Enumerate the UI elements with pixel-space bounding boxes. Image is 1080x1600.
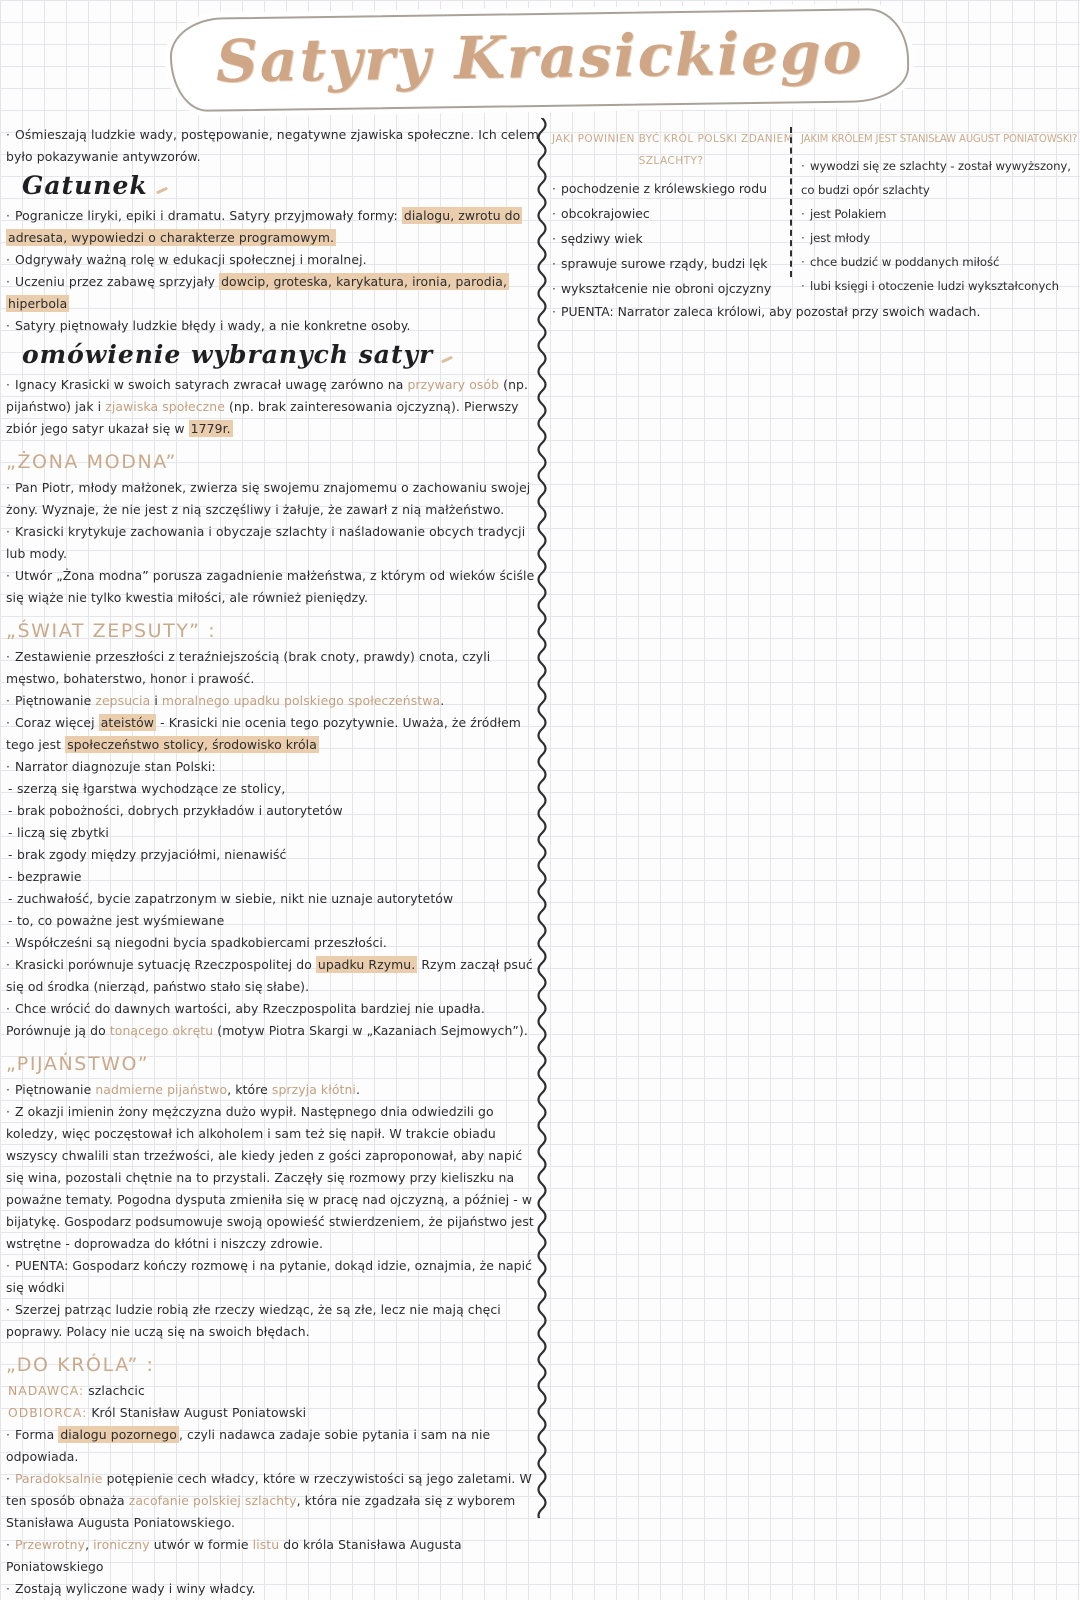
text-segment: Utwór „Żona modna” porusza zagadnienie małżeństwa, z którym od wieków ściśle się wiąże nie tylko kwestia miłości, ale również pieniędzy. [6,568,535,605]
note-line [6,249,542,271]
bullet-dot: · [6,1427,11,1442]
column-poniatowski-traits [801,128,1078,298]
column-a-title-line2: SZLACHTY? [638,155,704,167]
text-segment: szerzą się łgarstwa wychodzące ze stolicy, [17,781,286,796]
bullet-dot: · [6,1537,11,1552]
bullet-dot: · [6,1082,11,1097]
text-segment: Paradoksalnie [15,1471,103,1486]
text-segment: przywary osób [407,377,500,392]
bullet-dot: · [552,281,556,296]
bullet-dot: · [801,207,805,221]
text-segment: potępienie cech władcy, które w rzeczywistości są jego zaletami. W ten sposób obnaża [6,1471,532,1508]
text-segment: Ośmieszają ludzkie wady, postępowanie, negatywne zjawiska społeczne. Ich celem było pokazywanie antywzorów. [6,127,539,164]
page-title [140,2,940,118]
note-line [6,822,542,844]
note-line [8,1380,542,1402]
dash-marker: - [8,913,13,928]
bullet-dot: · [552,231,556,246]
text-segment: omówienie wybranych satyr [22,340,434,369]
dash-marker: - [8,891,13,906]
text-segment: Ignacy Krasicki w swoich satyrach zwracał uwagę zarówno na [15,377,408,392]
text-segment: Piętnowanie [15,1082,96,1097]
text-segment: Chce wrócić do dawnych wartości, aby Rzeczpospolita bardziej nie upadła. Porównuje ją do [6,1001,485,1038]
text-segment: Coraz więcej [15,715,99,730]
text-segment: to, co poważne jest wyśmiewane [17,913,225,928]
text-segment: Krasicki krytykuje zachowania i obyczaje szlachty i naśladowanie obcych tradycji lub mody. [6,524,526,561]
note-line [6,315,542,337]
note-line [6,954,542,998]
bullet-dot: · [801,231,805,245]
bullet-dot: · [6,274,11,289]
text-segment: NADAWCA: [8,1383,85,1398]
list-item [801,202,1078,226]
bullet-dot: · [552,304,556,319]
text-segment: Zestawienie przeszłości z teraźniejszością (brak cnoty, prawdy) cnota, czyli męstwo, bohaterstwo, honor i prawość. [6,649,491,686]
text-segment: społeczeństwo stolicy, środowisko króla [67,737,317,752]
bullet-dot: · [6,252,11,267]
text-segment: Piętnowanie [15,693,96,708]
text-segment: Forma [15,1427,59,1442]
column-szlachta-expectations [552,128,794,301]
satire-title-heading [6,449,542,475]
note-line [6,866,542,888]
note-line [6,521,542,565]
note-line [6,565,542,609]
text-segment: Uczeniu przez zabawę sprzyjały [15,274,220,289]
wavy-divider-line [533,118,551,1518]
text-segment: zepsucia [95,693,151,708]
bullet-dot: · [6,524,11,539]
list-item-text: jest młody [810,231,871,245]
list-item [801,250,1078,274]
text-segment: Pogranicze liryki, epiki i dramatu. Satyry przyjmowały formy: [15,208,402,223]
notes-left-column [6,124,542,1600]
bullet-dot: · [6,377,11,392]
list-item-text: wykształcenie nie obroni ojczyzny [561,281,772,296]
text-segment: nadmierne pijaństwo [95,1082,228,1097]
bullet-dot: · [6,568,11,583]
text-segment: zuchwałość, bycie zapatrzonym w siebie, nikt nie uznaje autorytetów [17,891,454,906]
bullet-dot: · [6,715,11,730]
section-script-heading [22,339,542,371]
page-title-text: Satyry Krasickiego [215,18,865,96]
text-segment: , [85,1537,94,1552]
note-line [6,1255,542,1299]
bullet-dot: · [6,208,11,223]
text-segment: , która nie zgadzała się z wyborem Stanisława Augusta Poniatowskiego. [6,1493,516,1530]
satire-title-heading [6,1352,542,1378]
note-line [6,1424,542,1468]
title-sticker-blob [170,8,911,112]
text-segment: Satyry piętnowały ludzkie błędy i wady, a nie konkretne osoby. [15,318,411,333]
bullet-dot: · [6,127,11,142]
text-segment: upadku Rzymu. [317,957,416,972]
bullet-dot: · [552,206,556,221]
column-a-list [552,176,790,301]
text-segment: „ŚWIAT ZEPSUTY” : [6,620,217,642]
list-item-text: wywodzi się ze szlachty - został wywyższony, co budzi opór szlachty [801,159,1071,197]
list-item-text: pochodzenie z królewskiego rodu [561,181,767,196]
text-segment: tonącego okrętu [109,1023,214,1038]
bullet-dot: · [6,935,11,950]
text-segment: „ŻONA MODNA” [6,451,177,473]
bullet-dot: · [6,318,11,333]
text-segment: dialogu pozornego [60,1427,177,1442]
list-item [801,154,1078,202]
bullet-dot: · [6,1258,11,1273]
text-segment: Narrator diagnozuje stan Polski: [15,759,216,774]
list-item-text: sędziwy wiek [561,231,643,246]
text-segment: ironiczny [93,1537,150,1552]
bullet-dot: · [6,1104,11,1119]
note-line [6,1534,542,1578]
dashed-divider-line [790,127,792,277]
text-segment: Gatunek [22,171,148,200]
column-a-title-line1: JAKI POWINIEN BYĆ KRÓL POLSKI ZDANIEM [552,133,794,145]
note-line [6,1468,542,1534]
text-segment: (np. pijaństwo) jak i [6,377,529,414]
list-item [552,176,790,201]
puenta-text: PUENTA: Narrator zaleca królowi, aby pozostał przy swoich wadach. [561,304,981,319]
note-line [6,1578,542,1600]
dash-marker: - [8,847,13,862]
text-segment: ODBIORCA: [8,1405,88,1420]
note-line [6,888,542,910]
text-segment: . [440,693,445,708]
text-segment: Król Stanisław August Poniatowski [87,1405,307,1420]
puenta-note [552,301,1002,323]
note-line [8,1402,542,1424]
text-segment: Współcześni są niegodni bycia spadkobiercami przeszłości. [15,935,387,950]
note-line [6,932,542,954]
list-item-text: jest Polakiem [810,207,887,221]
note-line [6,712,542,756]
text-segment: Rzym zaczął psuć się od środka (nierząd, państwo stało się słabe). [6,957,533,994]
satire-title-heading [6,618,542,644]
list-item [552,226,790,251]
bullet-dot: · [552,256,556,271]
text-segment: listu [252,1537,280,1552]
text-segment: sprzyja kłótni [271,1082,356,1097]
text-segment: dialogu, zwrotu do adresata, wypowiedzi o charakterze programowym. [8,208,521,245]
text-segment: dowcip, groteska, karykatura, ironia, parodia, hiperbola [8,274,507,311]
section-script-heading [22,170,542,202]
text-segment: . [355,1082,361,1097]
dash-marker: - [8,869,13,884]
column-b-list [801,154,1078,298]
text-segment: Krasicki porównuje sytuację Rzeczpospolitej do [15,957,316,972]
note-line [6,800,542,822]
bullet-dot: · [6,1471,11,1486]
list-item-text: obcokrajowiec [561,206,650,221]
list-item-text: lubi księgi i otoczenie ludzi wykształconych [810,279,1059,293]
bullet-dot: · [6,693,11,708]
text-segment: „PIJAŃSTWO” [6,1053,150,1075]
note-line [6,910,542,932]
note-line [6,756,542,778]
list-item-text: sprawuje surowe rządy, budzi lęk [561,256,768,271]
text-segment: Odgrywały ważną rolę w edukacji społecznej i moralnej. [15,252,367,267]
bullet-dot: · [6,759,11,774]
list-item-text: chce budzić w poddanych miłość [810,255,1000,269]
text-segment: 1779r. [190,421,231,436]
column-b-title: JAKIM KRÓLEM JEST STANISŁAW AUGUST PONIATOWSKI? [801,132,1078,145]
list-item [801,274,1078,298]
text-segment: (np. brak zainteresowania ojczyzną). Pierwszy zbiór jego satyr ukazał się w [6,399,519,436]
text-segment: do króla Stanisława Augusta Poniatowskiego [6,1537,462,1574]
text-segment: Zostają wyliczone wady i winy władcy. [15,1581,256,1596]
text-segment: utwór w formie [149,1537,253,1552]
text-segment: PUENTA: Gospodarz kończy rozmowę i na pytanie, dokąd idzie, oznajmia, że napić się wódki [6,1258,533,1295]
text-segment: i [150,693,162,708]
bullet-dot: · [6,1581,11,1596]
text-segment: ateistów [100,715,155,730]
bullet-dot: · [6,480,11,495]
text-segment: liczą się zbytki [17,825,109,840]
text-segment: brak zgody między przyjaciółmi, nienawiść [17,847,287,862]
note-line [6,646,542,690]
text-segment: moralnego upadku polskiego społeczeństwa [161,693,441,708]
list-item [552,201,790,226]
list-item [552,276,790,301]
text-segment: , które [227,1082,272,1097]
dash-marker: - [8,825,13,840]
text-segment: brak pobożności, dobrych przykładów i autorytetów [17,803,343,818]
dash-marker: - [8,781,13,796]
dash-marker: - [8,803,13,818]
bullet-dot: · [6,1001,11,1016]
text-segment: Pan Piotr, młody małżonek, zwierza się swojemu znajomemu o zachowaniu swojej żony. Wyznaje, że nie jest z nią szczęśliwy i żałuje, że zawarł z nią małżeństwo. [6,480,531,517]
text-segment: zjawiska społeczne [105,399,225,414]
text-segment: zacofanie polskiej szlachty [128,1493,297,1508]
text-segment: - Krasicki nie ocenia tego pozytywnie. Uważa, że źródłem tego jest [6,715,521,752]
bullet-dot: · [801,279,805,293]
note-line [6,998,542,1042]
text-segment: Z okazji imienin żony mężczyzna dużo wypił. Następnego dnia odwiedzili go koledzy, więc poczęstował ich alkoholem i sam też się napił. W trakcie obiadu wszyscy chwalili stan trzeźwości, ale kiedy jeden z gości zaproponował, aby napić się wina, pozostali chętnie na to przystali. Zaczęły się rozmowy przy kieliszku na poważne tematy. Pogodna dysputa zmieniła się w pracę nad ojczyzną, a później - w bijatykę. Gospodarz podsumowuje swoją opowieść stwierdzeniem, że pijaństwo jest wstrętne - doprowadza do kłótni i niszczy zdrowie. [6,1104,534,1251]
text-segment: (motyw Piotra Skargi w „Kazaniach Sejmowych”). [213,1023,528,1038]
list-item [552,251,790,276]
text-segment: „DO KRÓLA” : [6,1354,155,1376]
note-line [6,1101,542,1255]
bullet-dot: · [552,181,556,196]
bullet-dot: · [6,1302,11,1317]
text-segment: Przewrotny [15,1537,86,1552]
note-line [6,778,542,800]
note-line [6,124,542,168]
note-line [6,477,542,521]
text-segment: Szerzej patrząc ludzie robią złe rzeczy wiedząc, że są złe, lecz nie mają chęci poprawy. Polacy nie uczą się na swoich błędach. [6,1302,501,1339]
note-line [6,271,542,315]
bullet-dot: · [801,159,805,173]
note-line [6,1299,542,1343]
list-item [801,226,1078,250]
text-segment: , czyli nadawca zadaje sobie pytania i sam na nie odpowiada. [6,1427,491,1464]
note-line [6,844,542,866]
satire-title-heading [6,1051,542,1077]
note-line [6,690,542,712]
note-line [6,1079,542,1101]
text-segment: szlachcic [84,1383,145,1398]
bullet-dot: · [801,255,805,269]
text-segment: bezprawie [17,869,82,884]
note-line [6,374,542,440]
note-line [6,205,542,249]
bullet-dot: · [6,957,11,972]
bullet-dot: · [6,649,11,664]
